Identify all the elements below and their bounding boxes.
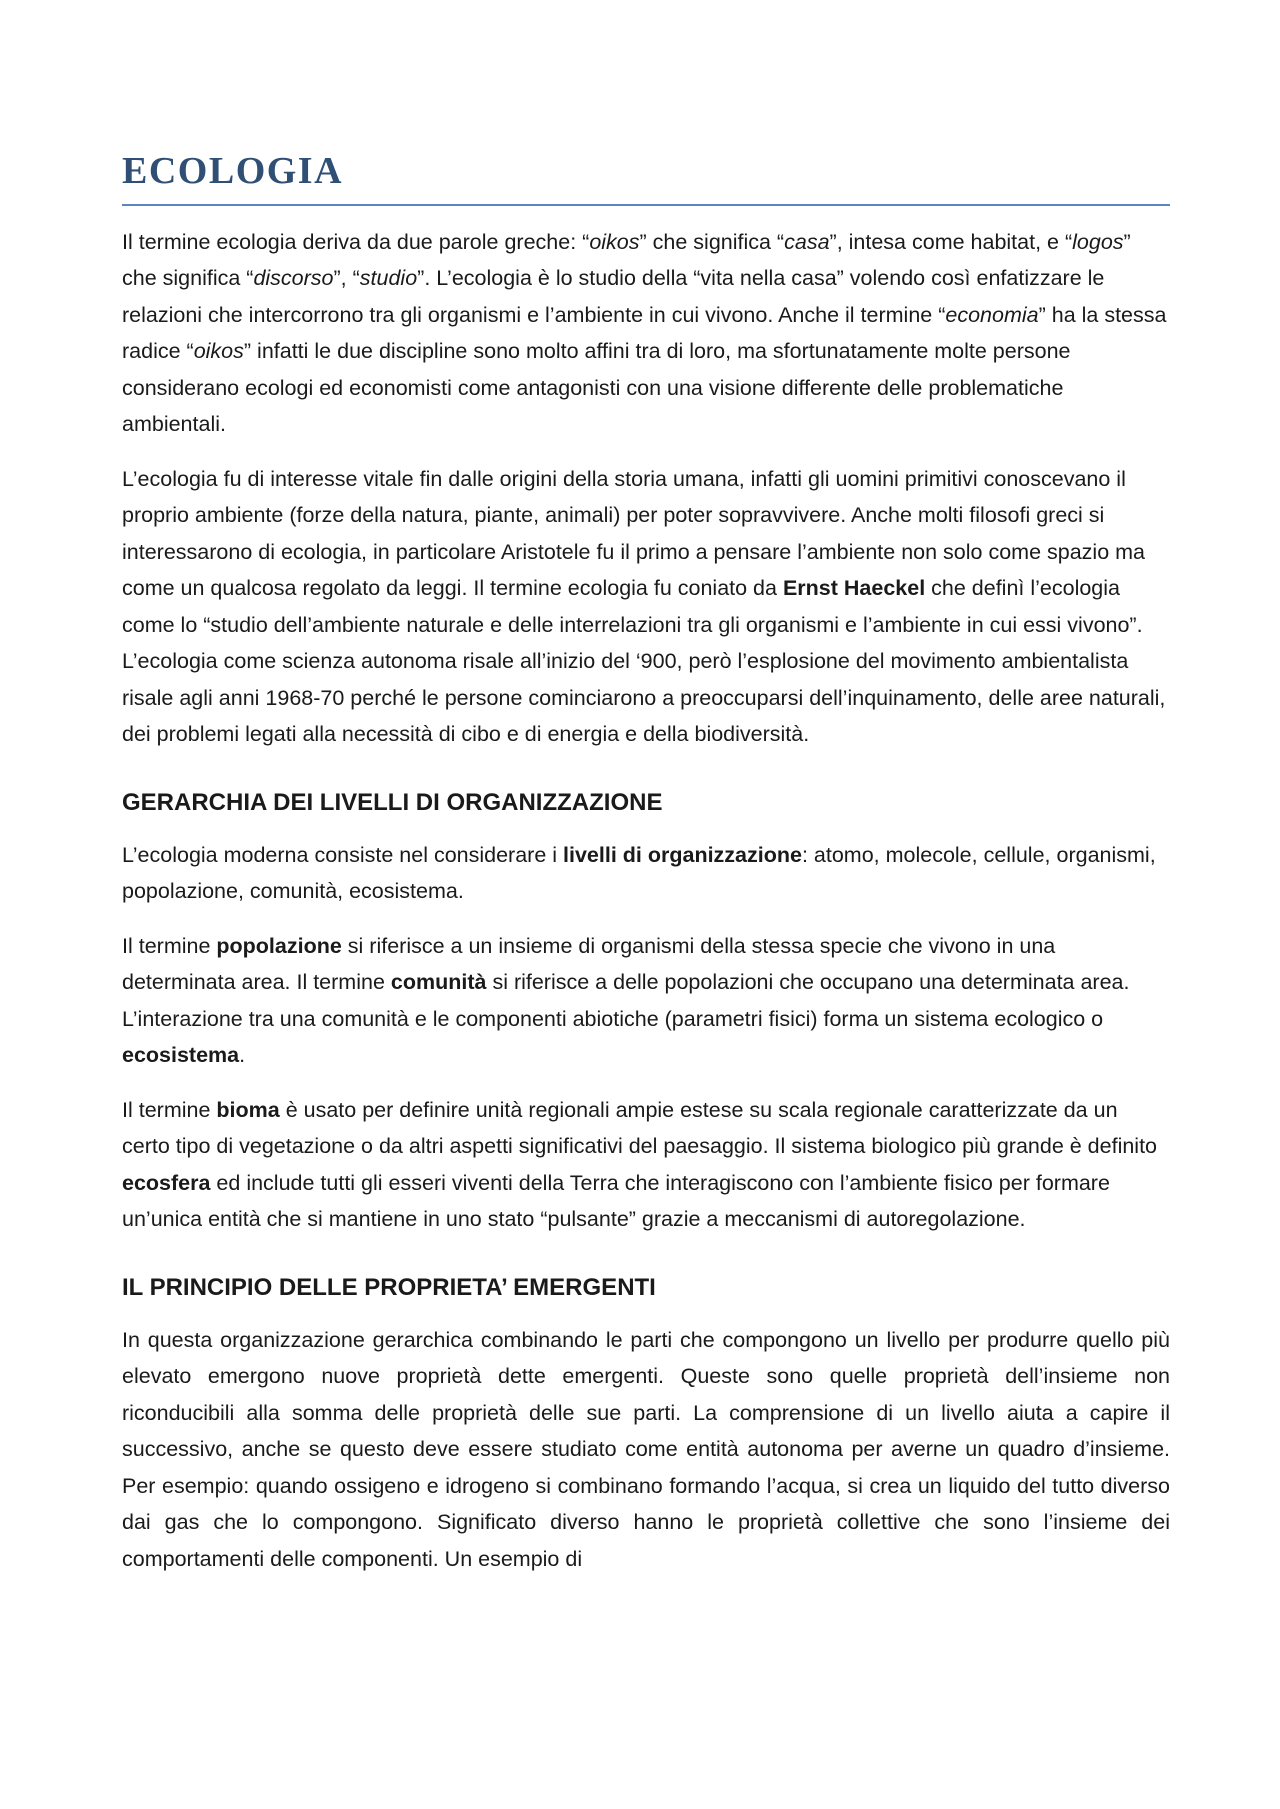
text-run: è usato per definire unità regionali ampie estese su scala regionale caratterizzate da un certo tipo di vegetazione o da altri aspetti significativi del paesaggio. Il sistema biologico più grande è definito — [122, 1097, 1158, 1159]
italic-term: oikos — [589, 229, 640, 254]
text-run: ” ha la stessa radice “ — [122, 302, 1167, 364]
italic-term: discorso — [253, 266, 334, 291]
bold-term: popolazione — [216, 933, 342, 958]
bold-term: comunità — [390, 970, 487, 995]
levels-paragraph — [122, 837, 1170, 910]
italic-term: studio — [359, 266, 418, 291]
text-run: si riferisce a delle popolazioni che occupano una determinata area. L’interazione tra una comunità e le componenti abiotiche (parametri fisici) forma un sistema ecologico o — [122, 970, 1130, 1031]
text-run: ed include tutti gli esseri viventi della Terra che interagiscono con l’ambiente fisico per formare un’unica entità che si mantiene in uno stato “pulsante” grazie a meccanismi di autoregolazione. — [122, 1170, 1110, 1232]
italic-term: economia — [945, 302, 1039, 327]
italic-term: oikos — [193, 339, 244, 364]
section-heading-emergent: IL PRINCIPIO DELLE PROPRIETA’ EMERGENTI — [122, 1273, 656, 1301]
text-run: Il termine — [122, 1097, 217, 1122]
italic-term: logos — [1072, 229, 1124, 254]
text-run: ” infatti le due discipline sono molto affini tra di loro, ma sfortunatamente molte persone considerano ecologi ed economisti come antagonisti con una visione differente delle problematiche ambientali. — [122, 339, 1071, 437]
bold-term: ecosistema — [122, 1043, 240, 1068]
document-page — [122, 150, 1170, 1577]
biome-paragraph — [122, 1092, 1170, 1238]
text-run: ”, “ — [333, 266, 360, 291]
text-run: che definì l’ecologia come lo “studio dell’ambiente naturale e delle interrelazioni tra gli organismi e l’ambiente in cui essi vivono”. L’ecologia come scienza autonoma risale all’inizio del ‘900, però l’esplosione del movimento ambientalista risale agli anni 1968-70 perché le persone cominciarono a preoccuparsi dell’inquinamento, delle aree naturali, dei problemi legati alla necessità di cibo e di energia e della biodiversità. — [122, 576, 1166, 747]
history-paragraph — [122, 461, 1170, 753]
text-run: ”. L’ecologia è lo studio della “vita nella casa” volendo così enfatizzare le relazioni che intercorrono tra gli organismi e l’ambiente in cui vivono. Anche il termine “ — [122, 266, 1105, 327]
italic-term: casa — [784, 229, 830, 254]
intro-paragraph — [122, 224, 1170, 443]
text-run: ”, intesa come habitat, e “ — [829, 229, 1073, 254]
text-run: Il termine ecologia deriva da due parole greche: “ — [122, 229, 590, 254]
page-title: ECOLOGIA — [122, 150, 1170, 206]
text-run: Il termine — [122, 933, 217, 958]
text-run: L’ecologia fu di interesse vitale fin dalle origini della storia umana, infatti gli uomini primitivi conoscevano il proprio ambiente (forze della natura, piante, animali) per poter sopravvivere. Anche molti filosofi greci si interessarono di ecologia, in particolare Aristotele fu il primo a pensare l’ambiente non solo come spazio ma come un qualcosa regolato da leggi. Il termine ecologia fu coniato da — [122, 466, 1145, 601]
bold-term: livelli di organizzazione — [563, 842, 802, 867]
text-run: si riferisce a un insieme di organismi della stessa specie che vivono in una determinata area. Il termine — [122, 933, 1056, 995]
population-paragraph — [122, 928, 1170, 1074]
text-run: : atomo, molecole, cellule, organismi, popolazione, comunità, ecosistema. — [122, 842, 1156, 904]
text-run: L’ecologia moderna consiste nel considerare i — [122, 842, 564, 867]
bold-term: ecosfera — [122, 1170, 211, 1195]
text-run: ” che significa “ — [122, 229, 1131, 291]
section-heading-hierarchy: GERARCHIA DEI LIVELLI DI ORGANIZZAZIONE — [122, 788, 663, 816]
bold-term: bioma — [216, 1097, 280, 1122]
emergent-paragraph: In questa organizzazione gerarchica combinando le parti che compongono un livello per produrre quello più elevato emergono nuove proprietà dette emergenti. Queste sono quelle proprietà dell’insieme non riconducibili alla somma delle proprietà delle sue parti. La comprensione di un livello aiuta a capire il successivo, anche se questo deve essere studiato come entità autonoma per averne un quadro d’insieme. Per esempio: quando ossigeno e idrogeno si combinano formando l’acqua, si crea un liquido del tutto diverso dai gas che lo compongono. Significato diverso hanno le proprietà collettive che sono l’insieme dei comportamenti delle componenti. Un esempio di — [122, 1327, 1170, 1571]
text-run: . — [239, 1043, 246, 1068]
bold-term: Ernst Haeckel — [782, 576, 926, 601]
text-run: ” che significa “ — [639, 229, 785, 254]
